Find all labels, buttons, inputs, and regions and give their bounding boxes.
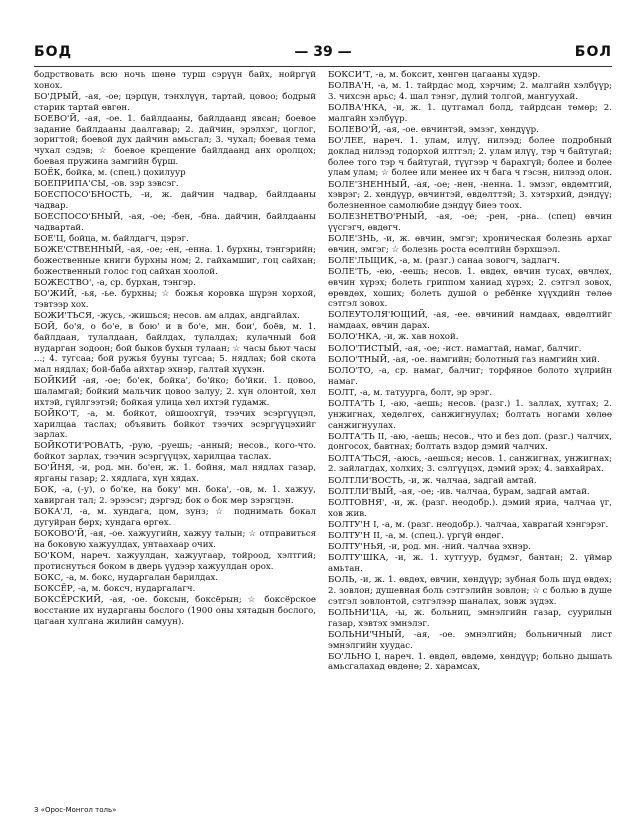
dictionary-entry: БОЁК, бойка, м. (спец.) цохилуур [34,167,186,178]
dictionary-entry: БОЛТА'ТЬСЯ, -аюсь, -аешься; несов. 1. санжигнах, унжигнах; 2. зайлагдах, холхих; 3. сэлгүүцэх, дэмий эрэх; 4. завхайрах. [328,453,612,475]
dictionary-entry: БОЛЕЗНЕТВО'РНЫЙ, -ая, -ое; -рен, -рна. (спец) өвчин үүсгэгч, өвдөгч. [328,212,612,233]
dictionary-entry: БОКСИ'Т, -а, м. боксит, хөнгөн цагааны хүдэр. [328,70,541,80]
dictionary-entry: БОЛТА'ТЬ II, -аю, -аешь; несов., что и без доп. (разг.) чалчих, донгосох, бавтнах; болтать вздор дэмий чалчих. [328,431,612,453]
dictionary-entry: БОЛЕ'ЗНЕННЫЙ, -ая, -ое; -нен, -ненна. 1. эмзэг, өвдөмтгий, хэврэг; 2. хөндүүр, өвчинтэй, өвдөлттэй; 3. хэтэрхий, дэндүү; болезненное самолюбие дэндүү биеэ тоох. [328,179,612,211]
dictionary-entry: БОЛО'ТО, -а, ср. намаг, балчиг; торфяное болото хүлрийн намаг. [328,365,612,387]
dictionary-entry: БОЛО'ТНЫЙ, -ая, -ое. намгийн; болотный газ намгийн хий. [328,354,600,365]
dictionary-entry: БОЕСПОСО'БНЫЙ, -ая, -ое; -бен, -бна. дайчин, байлдааны чадвартай. [34,212,316,233]
dictionary-entry: БОЛТОВНЯ', -и, ж. (разг. неодобр.). дэмий яриа, чалчаа үг, хов жив. [328,497,612,519]
dictionary-entry: БО'ЖИЙ, -ья, -ье. бурхны; ☆ божья коровка шүрэн хорхой, тэвтээр хох. [34,289,316,310]
dictionary-entry: БОЛТА'ТЬ I, -аю, -аешь; несов. (разг.) 1. заллах, хутгах; 2. унжигнах, хөдөлгөх, санжигнуулах; болтать ногами хөлөө санжигнуулах. [328,399,612,431]
dictionary-entry: БОЛЕУТОЛЯ'ЮЩИЙ, -ая, -ее. өвчиний намдаах, өвдөлтийг намдаах, өвчин дарах. [328,310,612,332]
dictionary-entry: БОЛТУ'Н I, -а, м. (разг. неодобр.). чалчаа, хаврагай хэнгэрэг. [328,519,609,530]
dictionary-entry: БОЛТЛИ'ВЫЙ, -ая, -ое; -ив. чалчаа, бурам, задгай амтай. [328,486,590,497]
dictionary-entry: БОЛЕ'ЗНЬ, -и, ж. өвчин, эмгэг; хроническая болезнь архаг өвчин, эмгэг; ☆ болезнь роста өсөлтийн бэрхшээл. [328,234,612,255]
dictionary-entry: БОКС, -а, м. бокс, нударгалан барилдах. [34,572,219,583]
dictionary-entry: БОЛТЛИ'ВОСТЬ, -и, ж. чалчаа, задгай амтай. [328,475,537,486]
dictionary-entry: БОЛВА'НКА, -и, ж. 1. цутгамал болд, тайрдсан төмөр; 2. малгайн хэлбүүр. [328,103,612,124]
footnote: 3 «Орос-Монгол толь» [34,806,117,814]
dictionary-entry: БОЛТУ'НЬЯ, -и, род. мн. -ний. чалчаа эхнэр. [328,542,531,553]
dictionary-entry: БОЙ, бо'я, о бо'е, в бою' и в бо'е, мн. бои', боёв, м. 1. байлдаан, тулалдаан, байлдах, тулалдах; кулачный бой нударган зодоон; бой быков бухын тулаан; ☆ часы бьют часы ...; 4. тугсаа; бой ружья бууны тугсаа; 5. нядлах; бой скота мал нядлах; бой-баба айхтар эхнэр, галтай хүүхэн. [34,322,316,375]
dictionary-entry: БОЛЕ'ТЬ, -ею, -еешь; несов. 1. өвдөх, өвчин тусах, өвчлөх, өвчин хүрэх; болеть гриппом ханиад хүрэх; 2. сэтгэл зовох, өрөвдөх, хоших; болеть душой о ребёнке хүүхдийн төлөө сэтгэл зовох. [328,267,612,310]
dictionary-entry: БОЛВА'Н, -а, м. 1. тайрдас мод, хэрчим; 2. малгайн хэлбүүр; 3. чихсэн арьс; 4. шал тэнэг, дүлий толгой, мангуухай. [328,81,612,102]
dictionary-entry: БОКСЁРСКИЙ, -ая, -ое. боксын, боксёрын; ☆ боксёрское восстание их нударганы бослого (1900 оны хятадын бослого, цагаан хулгана жилийн самуун). [34,595,316,627]
dictionary-entry: БОКА'Л, -а, м. хундага, цом, зунз; ☆ поднимать бокал дугуйран бөрх; хундага өргөх. [34,507,316,528]
dictionary-entry: БОЛТ, -а, м. татуурга, болт, эр эрэг. [328,387,493,398]
dictionary-entry: БОЛЬ, -и, ж. 1. өвдөх, өвчин, хөндүүр; зубная боль шүд өвдөх; 2. зовлон; душевная боль сэтгэлийн зовлон; ☆ с болью в душе сэтгэл зовлонтой, сэтгэлээр шаналах, зовж зүдэх. [328,575,612,607]
dictionary-entry: БОЖЕ'СТВЕННЫЙ, -ая, -ое; -ен, -енна. 1. бурхны, тэнгэрийн; божественные книги бурхны ном; 2. гайхамшиг, гоц сайхан; божественный голос гоц сайхан хоолой. [34,245,316,277]
header-rule [34,66,612,67]
dictionary-entry: БО'ЛЬНО I, нареч. 1. өвдөл, өвдөмө, хөндүүр; больно дышать амьсгалахад өвдөнө; 2. харамсах, [328,651,612,673]
dictionary-entry: БОЕ'Ц, бойца, м. байлдагч, цэрэг. [34,234,189,245]
header-right-guide-word: БОЛ [574,44,612,60]
dictionary-entry: БОЙКИЙ -ая, -ое; бо'ек, бойка', бо'йко; бо'йки. 1. цовоо, шаламгай; бойкий мальчик цовоо залуу; 2. хүн олонтой, хөл ихтэй, гүйлгээтэй; бойкая улица хөл ихтэй гудамж. [34,376,316,408]
dictionary-entry: БОЛЕВО'Й, -ая, -ое. өвчинтэй, эмзэг, хөндүүр. [328,125,539,136]
dictionary-entry: БОЛЕ'ЛЬЩИК, -а, м. (разг.) санаа зовогч, задлагч. [328,255,560,266]
dictionary-entry: БОЕВО'Й, -ая, -ое. 1. байлдааны, байлдаанд явсан; боевое задание байлдааны даалгавар; 2. дайчин, эрэлхэг, цоглог, зоригтой; боевой дух дайчин амьсгал; 3. чухал; боевая тема чухал сэдэв; ☆ боевое крещение байлдаанд анх оролцох; боевая пружина замгийн бүрш. [34,113,316,167]
dictionary-entry: БОЕСПОСО'БНОСТЬ, -и, ж. дайчин чадвар, байлдааны чадвар. [34,190,316,211]
dictionary-entry: БО'ДРЫЙ, -ая, -ое; цэрцүн, тэнхлүүн, тартай, цовоо; бодрый старик тартай өвгөн. [34,91,316,113]
dictionary-entry: БОЛО'НКА, -и, ж. хав нохой. [328,332,459,343]
dictionary-entry: БОЙКОТИ'РОВАТЬ, -рую, -руешь; -анный; несов., кого-что. бойкот зарлах, тээчин эсэргүүцэх, харилцаа таслах. [34,441,316,463]
dictionary-entry: БОК, -а, (-у), о бо'ке, на боку' мн. бока', -ов, м. 1. хажуу, хавирган тал; 2. эрээсэг; дэргэд; бок о бок мөр зэрэгцэн. [34,485,316,506]
dictionary-entry: БОЕПРИПА'СЫ, -ов. зэр зэвсэг. [34,179,179,190]
dictionary-entry: БОЛЬНИ'ЦА, -ы, ж. больниц, эмнэлгийн газар, суурилын газар, хэвтэх эмнэлэг. [328,607,612,629]
dictionary-entry: БОЖЕСТВО', -а, ср. бурхан, тэнгэр. [34,277,196,288]
left-column [34,70,316,628]
dictionary-entry: БОЛТУ'Н II, -а, м. (спец.). үргүй өндөг. [328,531,504,542]
header-left-guide-word: БОД [34,44,73,60]
dictionary-entry: БО'ЛЕЕ, нареч. 1. улам, илүү, нилээд; более подробный доклад нилээд тодорхой илтгэл; 2. улам илүү, тэр ч байтугай; более того тэр ч байтугай, түүгээр ч барахгүй; более и более улам улам; ☆ более или менее их ч бага ч гэсэн, нилээд олон. [328,136,612,179]
dictionary-entry: БОЛО'ТИСТЫЙ, -ая, -ое; -ист. намагтай, намаг, балчиг. [328,343,582,354]
dictionary-entry: БОЛЬНИ'ЧНЫЙ, -ая, -ое. эмнэлгийн; больничный лист эмнэлгийн хуудас. [328,629,612,651]
dictionary-entry: бодрствовать всю ночь шөнө турш сэрүүн байх, нойргүй хонох. [34,70,316,91]
dictionary-entry: БОЛТУ'ШКА, -и, ж. 1. хутгуур, бүдмэг, бантан; 2. үймар амьтан. [328,553,612,575]
right-column [328,70,612,674]
running-header [34,44,612,62]
dictionary-entry: БО'ЙНЯ, -и, род. мн. бо'ен, ж. 1. бойня, мал нядлах газар, ярганы газар; 2. хядлага, хүн хядах. [34,463,316,485]
dictionary-entry: БОЖИ'ТЬСЯ, -жусь, -жишься; несов. ам алдах, андгайлах. [34,310,300,321]
dictionary-entry: БОЙКО'Т, -а, м. бойкот, ойшоохгүй, тээчих эсэргүүцэл, харилцаа таслах; объявить бойкот тээчих эсэргүүцэхийг зарлах. [34,408,316,441]
dictionary-entry: БОКСЁР, -а, м. боксч, нударгалагч. [34,584,196,595]
page-number: — 39 — [294,44,352,60]
dictionary-entry: БО'КОМ, нареч. хажуулдан, хажуугаар, тойроод, хэлтгий; протиснуться боком в дверь үүдээр хажуулдан орох. [34,550,316,572]
dictionary-entry: БОКОВО'Й, -ая, -ое. хажуугийн, хажуу талын; ☆ отправиться на боковую хажуулдах, унтаахаар очих. [34,529,316,550]
